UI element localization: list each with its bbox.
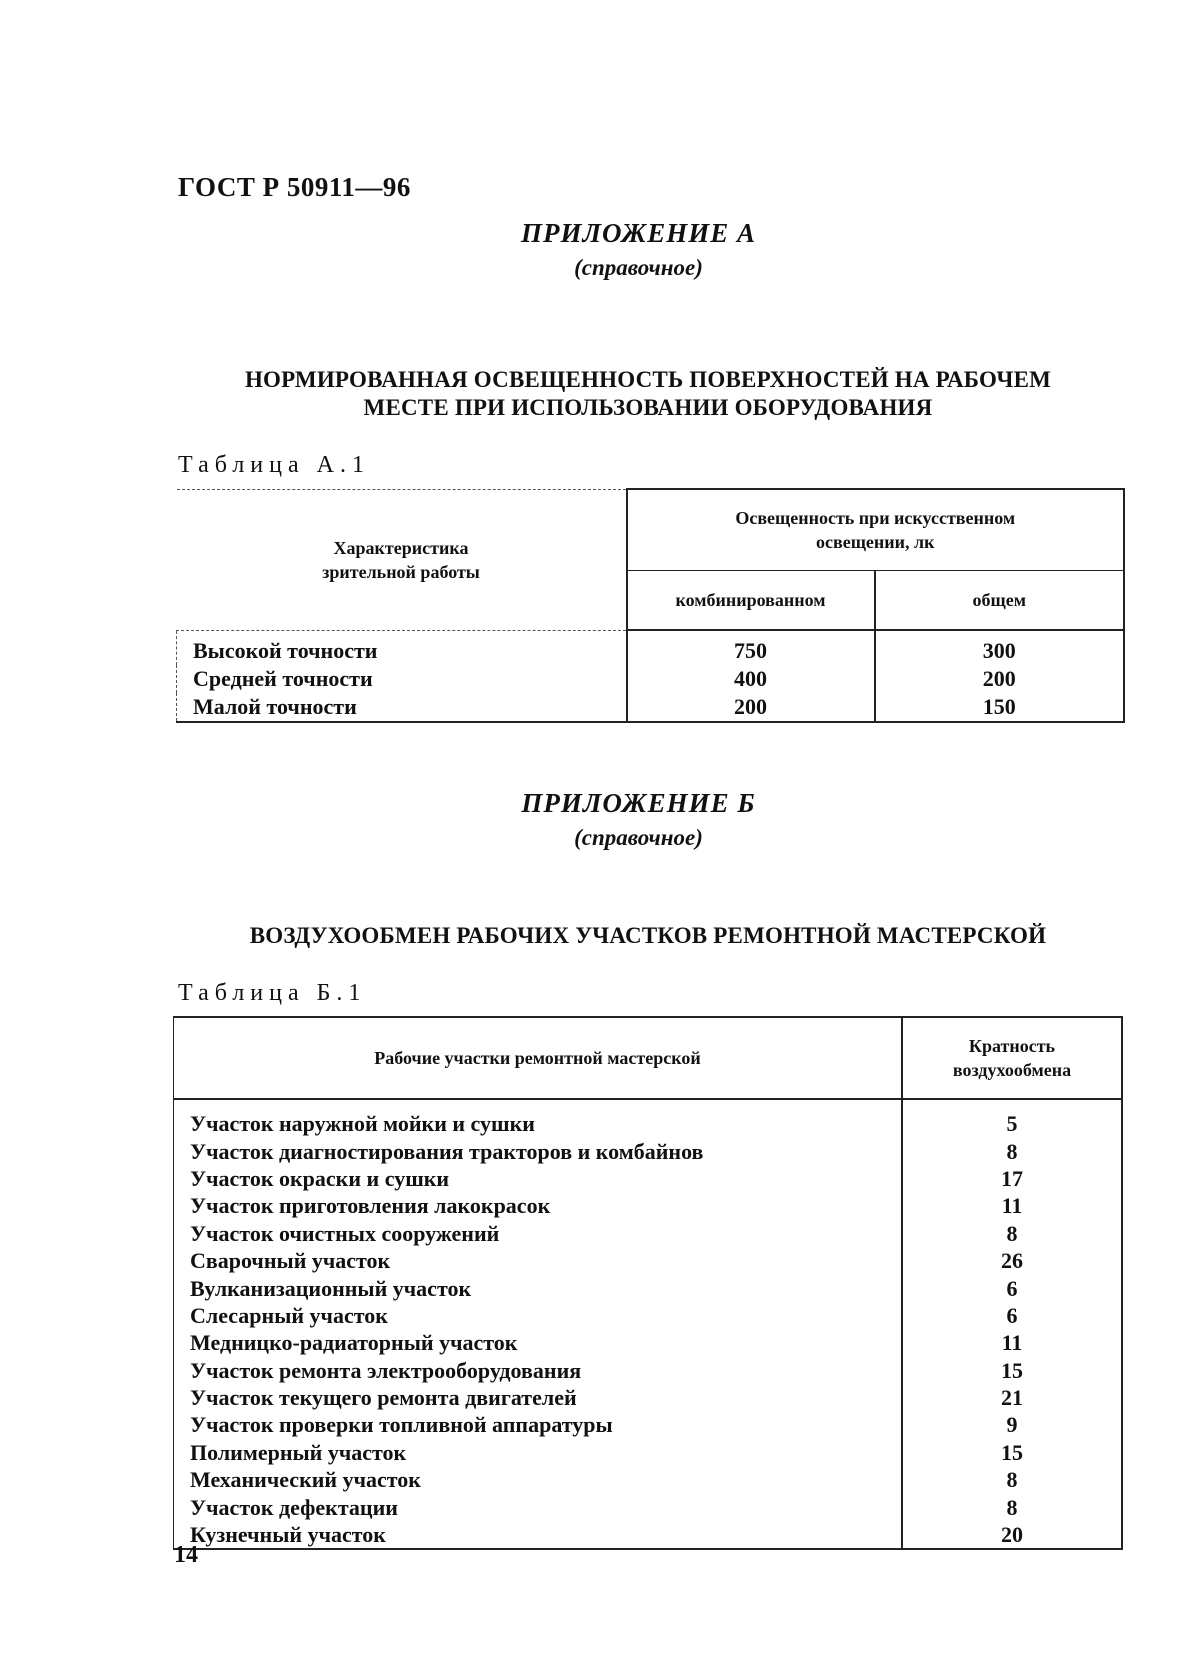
work-area-cell: Участок окраски и сушки — [174, 1165, 903, 1192]
table-row — [174, 1384, 1123, 1411]
air-exchange-rate-cell: 20 — [902, 1521, 1122, 1549]
air-exchange-rate-cell: 8 — [902, 1466, 1122, 1493]
work-area-cell: Участок текущего ремонта двигателей — [174, 1384, 903, 1411]
combined-lux-cell: 200 — [627, 693, 875, 722]
table-row — [174, 1493, 1123, 1520]
work-area-cell: Сварочный участок — [174, 1247, 903, 1274]
appendix-a-kind: (справочное) — [574, 255, 703, 280]
air-exchange-rate-cell: 11 — [902, 1329, 1122, 1356]
work-area-cell: Медницко-радиаторный участок — [174, 1329, 903, 1356]
table-a-header-combined: комбинированном — [627, 571, 875, 631]
work-area-cell: Слесарный участок — [174, 1302, 903, 1329]
general-lux-cell: 200 — [875, 665, 1125, 693]
work-area-cell: Участок наружной мойки и сушки — [174, 1099, 903, 1137]
appendix-b-title: ВОЗДУХООБМЕН РАБОЧИХ УЧАСТКОВ РЕМОНТНОЙ МАСТЕРСКОЙ — [249, 923, 1047, 948]
table-row — [174, 1165, 1123, 1192]
combined-lux-cell: 400 — [627, 665, 875, 693]
table-row — [177, 693, 1125, 722]
air-exchange-rate-cell: 9 — [902, 1411, 1122, 1438]
work-area-cell: Механический участок — [174, 1466, 903, 1493]
table-row — [174, 1247, 1123, 1274]
table-row — [174, 1411, 1123, 1438]
air-exchange-rate-cell: 8 — [902, 1493, 1122, 1520]
table-row — [177, 665, 1125, 693]
table-b-caption: Таблица Б.1 — [178, 980, 367, 1006]
table-a-caption: Таблица А.1 — [178, 452, 370, 478]
table-row — [174, 1220, 1123, 1247]
document-code: ГОСТ Р 50911—96 — [178, 172, 411, 202]
table-a-body — [177, 630, 1125, 722]
air-exchange-rate-cell: 6 — [902, 1274, 1122, 1301]
table-a-header-characteristic: Характеристика зрительной работы — [177, 489, 627, 630]
air-exchange-rate-cell: 5 — [902, 1099, 1122, 1137]
appendix-a-title-line1: НОРМИРОВАННАЯ ОСВЕЩЕННОСТЬ ПОВЕРХНОСТЕЙ НА РАБОЧЕМ — [244, 367, 1052, 392]
combined-lux-cell: 750 — [627, 630, 875, 665]
table-row — [174, 1439, 1123, 1466]
appendix-b-kind: (справочное) — [574, 825, 703, 850]
appendix-a-heading — [0, 218, 1187, 281]
work-area-cell: Полимерный участок — [174, 1439, 903, 1466]
air-exchange-rate-cell: 6 — [902, 1302, 1122, 1329]
accuracy-cell: Средней точности — [177, 665, 627, 693]
table-row — [174, 1357, 1123, 1384]
table-row — [174, 1302, 1123, 1329]
table-b-air-exchange — [173, 1016, 1123, 1550]
table-row — [174, 1274, 1123, 1301]
appendix-a-title-line2: МЕСТЕ ПРИ ИСПОЛЬЗОВАНИИ ОБОРУДОВАНИЯ — [363, 395, 933, 420]
table-row — [174, 1466, 1123, 1493]
air-exchange-rate-cell: 11 — [902, 1192, 1122, 1219]
table-a-illumination — [176, 488, 1125, 723]
table-b-header-rate: Кратность воздухообмена — [902, 1017, 1122, 1099]
air-exchange-rate-cell: 15 — [902, 1357, 1122, 1384]
appendix-b-heading — [0, 788, 1187, 851]
table-a-header-illumination: Освещенность при искусственном освещении, лк — [627, 489, 1125, 571]
work-area-cell: Участок дефектации — [174, 1493, 903, 1520]
work-area-cell: Участок диагностирования тракторов и комбайнов — [174, 1137, 903, 1164]
table-row — [174, 1192, 1123, 1219]
work-area-cell: Участок проверки топливной аппаратуры — [174, 1411, 903, 1438]
air-exchange-rate-cell: 17 — [902, 1165, 1122, 1192]
air-exchange-rate-cell: 21 — [902, 1384, 1122, 1411]
table-row — [177, 630, 1125, 665]
work-area-cell: Кузнечный участок — [174, 1521, 903, 1549]
work-area-cell: Участок приготовления лакокрасок — [174, 1192, 903, 1219]
table-row — [174, 1329, 1123, 1356]
general-lux-cell: 150 — [875, 693, 1125, 722]
appendix-a-name: ПРИЛОЖЕНИЕ А — [520, 218, 757, 248]
table-b-body — [174, 1099, 1123, 1549]
air-exchange-rate-cell: 15 — [902, 1439, 1122, 1466]
page-number: 14 — [174, 1542, 198, 1568]
work-area-cell: Участок ремонта электрооборудования — [174, 1357, 903, 1384]
appendix-a-title — [178, 366, 1118, 422]
table-row — [174, 1099, 1123, 1137]
work-area-cell: Участок очистных сооружений — [174, 1220, 903, 1247]
appendix-b-name: ПРИЛОЖЕНИЕ Б — [521, 788, 756, 818]
accuracy-cell: Малой точности — [177, 693, 627, 722]
accuracy-cell: Высокой точности — [177, 630, 627, 665]
air-exchange-rate-cell: 8 — [902, 1220, 1122, 1247]
table-a-header-general: общем — [875, 571, 1125, 631]
table-b-header-area: Рабочие участки ремонтной мастерской — [174, 1017, 903, 1099]
general-lux-cell: 300 — [875, 630, 1125, 665]
air-exchange-rate-cell: 26 — [902, 1247, 1122, 1274]
table-row — [174, 1521, 1123, 1549]
work-area-cell: Вулканизационный участок — [174, 1274, 903, 1301]
air-exchange-rate-cell: 8 — [902, 1137, 1122, 1164]
table-row — [174, 1137, 1123, 1164]
